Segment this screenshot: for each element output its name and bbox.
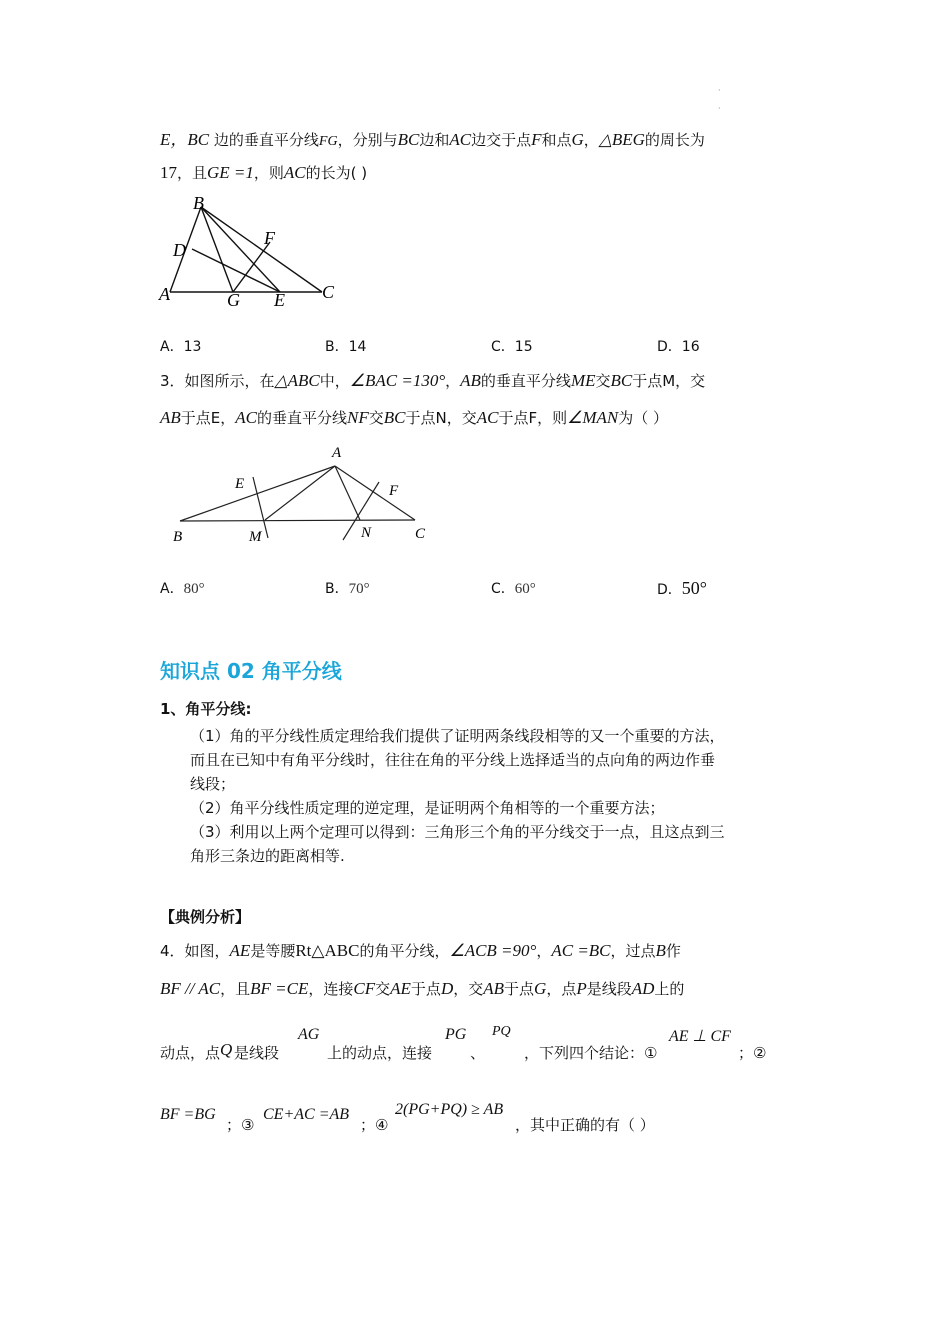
q2-line1: E，BC 边的垂直平分线FG，分别与BC边和AC边交于点F和点G，△BEG的周长为 [160,130,705,149]
paragraph-line: （3）利用以上两个定理可以得到：三角形三个角的平分线交于一点，且这点到三 [190,823,725,841]
q3-label-m: M [249,529,262,545]
q4-line3-text-d: ，下列四个结论：① [524,1044,658,1062]
q3-option-c[interactable]: C．60° [491,581,536,597]
q4-line2: BF // AC，且BF =CE，连接CF交AE于点D，交AB于点G，点P是线段AD上的 [160,979,685,998]
q3-label-f: F [389,483,399,499]
q4-line4-inequality: 2(PG+PQ) ≥ AB [395,1101,504,1118]
q4-line3-ag: AG [298,1026,320,1043]
q4-line3-ae-cf: AE ⊥ CF [669,1028,731,1045]
q2-option-d[interactable]: D．16 [657,339,700,355]
q4-line4-sep2: ；④ [360,1116,389,1134]
q3-label-a: A [332,445,342,461]
q3-line1: 3．如图所示，在△ABC中，∠BAC =130°，AB的垂直平分线ME交BC于点M，交 [160,371,706,390]
q3-option-b[interactable]: B．70° [325,581,370,597]
q4-line4-ce-ac-ab: CE+AC =AB [263,1106,350,1123]
example-title: 【典例分析】 [160,908,251,926]
q2-label-g: G [227,290,240,310]
q4-line3-q: Q [220,1040,233,1059]
q3-option-a[interactable]: A．80° [160,581,205,597]
q4-line3-pq: PQ [492,1024,511,1039]
section-heading: 知识点 02 角平分线 [160,659,342,683]
q4-line3-text-c: 上的动点，连接 [327,1044,433,1062]
paragraph-line: （2）角平分线性质定理的逆定理，是证明两个角相等的一个重要方法； [190,799,665,817]
q4-line4-sep1: ；③ [226,1116,255,1134]
q4-line3-text-b: 是线段 [234,1044,280,1062]
q3-label-e: E [235,476,245,492]
q2-figure [150,192,350,317]
q2-label-d: D [173,240,186,260]
paragraph-line: （1）角的平分线性质定理给我们提供了证明两条线段相等的又一个重要的方法， [190,727,725,745]
q2-label-c: C [322,282,335,302]
q4-line4-text: ，其中正确的有（ ） [515,1116,655,1134]
q2-label-b: B [193,193,204,213]
corner-mark: · [718,104,721,113]
q3-label-n: N [361,525,372,541]
q2-line2: 17，且GE =1，则AC的长为( ) [160,163,368,182]
paragraph-line: 线段； [190,775,236,793]
section-sub-title: 1、角平分线: [160,700,252,718]
q3-label-c: C [415,526,426,542]
q3-label-b: B [173,529,183,545]
section-paragraph [190,724,725,868]
q2-label-f: F [264,228,275,248]
q2-label-e: E [274,290,285,310]
q4-line3-text-e: ；② [738,1044,767,1062]
q4-line1: 4．如图，AE是等腰Rt△ABC的角平分线，∠ACB =90°，AC =BC，过点B作 [160,941,681,960]
q2-option-a[interactable]: A．13 [160,339,202,355]
paragraph-line: 角形三条边的距离相等. [190,847,345,865]
corner-mark: · [718,86,721,95]
q4-line4-bf-bg: BF =BG [160,1106,216,1123]
q3-line2: AB于点E，AC的垂直平分线NF交BC于点N，交AC于点F，则∠MAN为（ ） [160,408,669,427]
q4-line3-pg: PG [445,1026,467,1043]
paragraph-line: 而且在已知中有角平分线时，往往在角的平分线上选择适当的点向角的两边作垂 [190,751,716,769]
q3-option-d[interactable]: D．50° [657,578,707,598]
q2-option-b[interactable]: B．14 [325,339,367,355]
q2-option-c[interactable]: C．15 [491,339,533,355]
q2-label-a: A [159,284,170,304]
q3-figure [165,440,440,550]
q4-line3-sep: 、 [470,1044,486,1062]
q4-line3-text-a: 动点，点 [160,1044,221,1062]
